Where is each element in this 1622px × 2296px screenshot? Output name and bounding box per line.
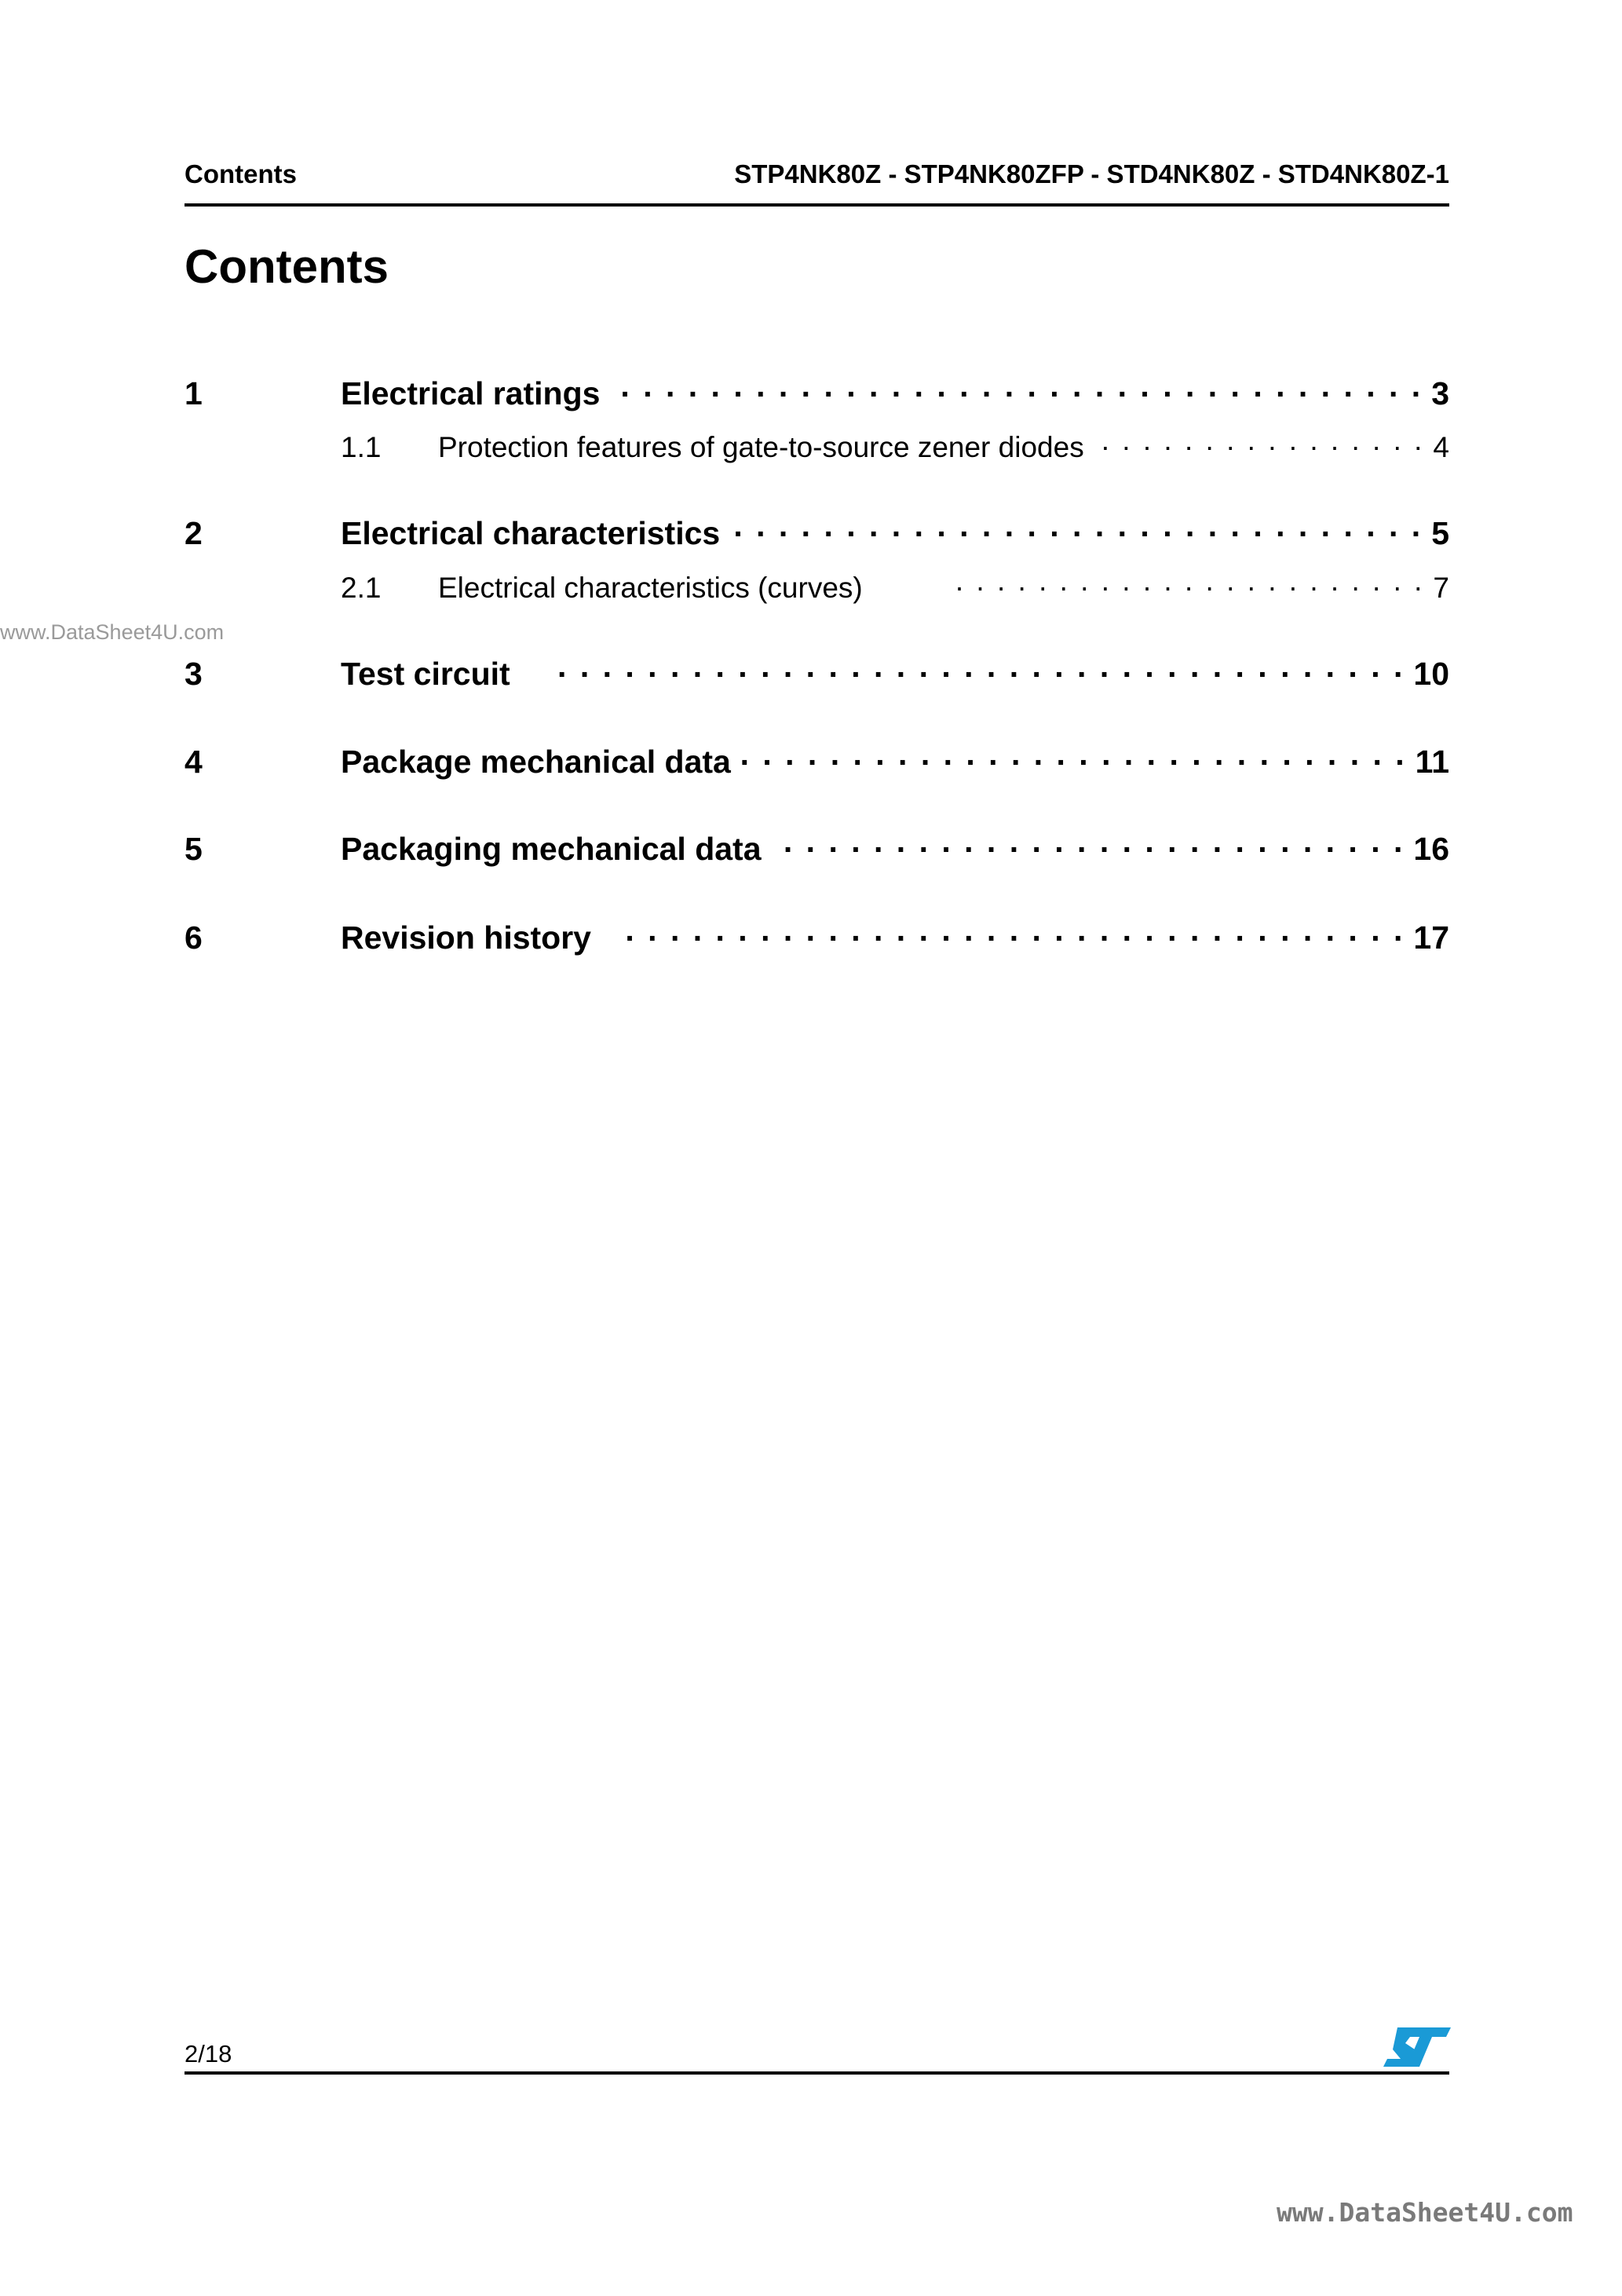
toc-page[interactable]: 16 — [1413, 831, 1449, 867]
toc-title[interactable]: Revision history — [341, 919, 591, 956]
dot-leader — [615, 912, 1402, 949]
dot-leader — [731, 507, 1420, 544]
dot-leader — [1095, 424, 1423, 457]
page-header — [184, 159, 1449, 189]
dot-leader — [542, 648, 1403, 685]
dot-leader — [941, 565, 1423, 598]
toc-number: 4 — [184, 744, 203, 780]
toc-title[interactable]: Electrical ratings — [341, 375, 601, 411]
toc-page[interactable]: 5 — [1431, 515, 1449, 551]
toc-page[interactable]: 3 — [1431, 375, 1449, 411]
toc-entry[interactable] — [184, 912, 1449, 956]
toc-entry[interactable] — [184, 736, 1449, 781]
toc-entry[interactable] — [184, 424, 1449, 464]
toc-entry[interactable] — [184, 565, 1449, 605]
toc-title[interactable]: Electrical characteristics (curves) — [438, 572, 863, 604]
toc-number: 3 — [184, 656, 203, 692]
toc-page[interactable]: 10 — [1413, 656, 1449, 692]
toc-entry[interactable] — [184, 648, 1449, 693]
toc-page[interactable]: 7 — [1433, 572, 1449, 604]
toc-number: 1.1 — [341, 431, 382, 463]
toc-title[interactable]: Electrical characteristics — [341, 515, 721, 551]
dot-leader — [611, 367, 1420, 404]
toc-entry[interactable] — [184, 823, 1449, 868]
st-logo-icon — [1383, 2027, 1451, 2067]
page-title: Contents — [184, 240, 389, 293]
toc-title[interactable]: Package mechanical data — [341, 744, 731, 780]
watermark-left: www.DataSheet4U.com — [0, 620, 225, 644]
dot-leader — [742, 736, 1405, 773]
toc-number: 1 — [184, 375, 203, 411]
toc-page[interactable]: 11 — [1415, 744, 1449, 780]
toc-entry[interactable] — [184, 507, 1449, 552]
toc-entry[interactable] — [184, 367, 1449, 412]
dot-leader — [773, 823, 1403, 860]
header-rule — [184, 203, 1449, 207]
page-number: 2/18 — [184, 2040, 232, 2067]
toc-page[interactable]: 17 — [1413, 919, 1449, 956]
header-part-numbers: STP4NK80Z - STP4NK80ZFP - STD4NK80Z - STD4NK80Z-1 — [734, 159, 1449, 188]
footer-rule — [184, 2071, 1449, 2075]
toc-title[interactable]: Protection features of gate-to-source zener diodes — [438, 431, 1084, 463]
watermark-bottom: www.DataSheet4U.com — [1277, 2197, 1573, 2228]
toc-number: 2.1 — [341, 572, 382, 604]
toc-number: 6 — [184, 919, 203, 956]
toc-number: 2 — [184, 515, 203, 551]
header-section: Contents — [184, 159, 297, 188]
toc-number: 5 — [184, 831, 203, 867]
toc-title[interactable]: Test circuit — [341, 656, 510, 692]
toc-title[interactable]: Packaging mechanical data — [341, 831, 762, 867]
toc-page[interactable]: 4 — [1433, 431, 1449, 463]
